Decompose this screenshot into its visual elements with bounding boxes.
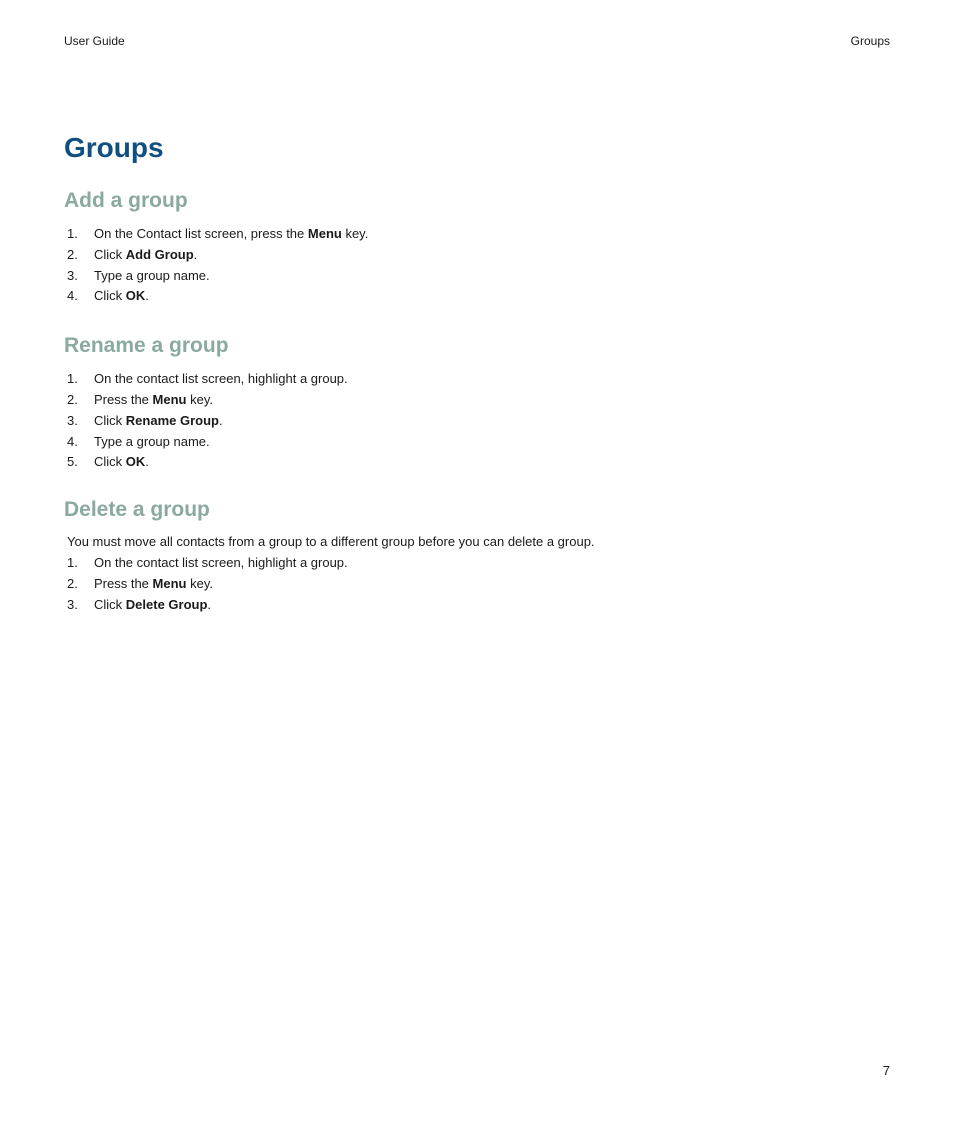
step-item: 1. On the Contact list screen, press the Menu key. bbox=[67, 226, 369, 241]
step-item: 2. Press the Menu key. bbox=[67, 575, 213, 591]
step-item: 3. Click Rename Group. bbox=[67, 412, 223, 428]
section-intro: You must move all contacts from a group to a different group before you can delete a group. bbox=[67, 534, 595, 550]
header-chapter-name: Groups bbox=[850, 34, 890, 48]
step-item: 4. Click OK. bbox=[67, 288, 149, 304]
page-content bbox=[64, 128, 890, 615]
running-header bbox=[64, 33, 890, 49]
step-item: 3. Click Delete Group. bbox=[67, 596, 212, 612]
step-item: 5. Click OK. bbox=[67, 454, 149, 470]
steps-list bbox=[64, 224, 890, 307]
step-item: 2. Press the Menu key. bbox=[67, 391, 213, 407]
steps-list bbox=[64, 553, 890, 615]
section-title: Delete a group bbox=[64, 498, 210, 522]
chapter-title: Groups bbox=[64, 132, 164, 163]
step-item: 3. Type a group name. bbox=[67, 267, 210, 283]
section-rename-group bbox=[64, 331, 890, 473]
page-number: 7 bbox=[882, 1063, 890, 1078]
section-delete-group bbox=[64, 495, 890, 615]
step-item: 2. Click Add Group. bbox=[67, 246, 198, 262]
section-add-group bbox=[64, 186, 890, 307]
steps-list bbox=[64, 369, 890, 473]
step-item: 1. On the contact list screen, highlight a group. bbox=[67, 371, 348, 387]
section-title: Rename a group bbox=[64, 334, 229, 358]
section-title: Add a group bbox=[64, 189, 188, 212]
step-item: 4. Type a group name. bbox=[67, 433, 210, 449]
header-doc-title: User Guide bbox=[64, 34, 125, 48]
step-item: 1. On the contact list screen, highlight a group. bbox=[67, 554, 348, 570]
